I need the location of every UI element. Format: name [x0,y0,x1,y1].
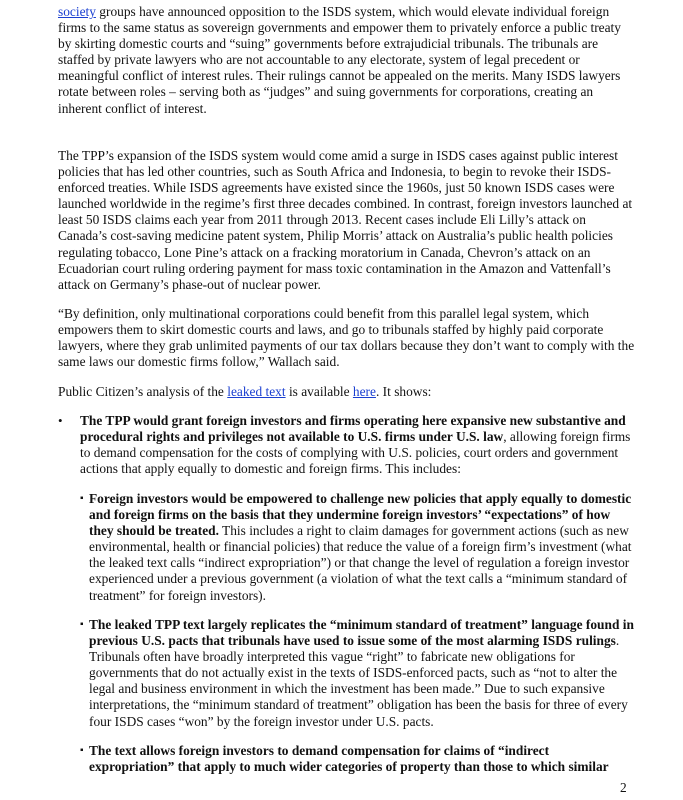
paragraph-text: “By definition, only multinational corporations could benefit from this parallel legal system, which empowers them to skirt domestic courts and laws, and go to tribunals staffed by highly paid corporate lawyers, where they grab unlimited payments of our tax dollars because they don’t want to comply with the same laws our domestic firms follow,” Wallach said. [58,306,635,370]
bullet-marker: • [58,413,63,428]
society-link[interactable]: society [58,4,96,19]
sub-bullet-marker: ▪ [80,493,84,504]
sub-bullet-marker: ▪ [80,619,84,630]
sub-bullet-marker: ▪ [80,745,84,756]
sub-bullet-bold-text: The leaked TPP text largely replicates the “minimum standard of treatment” language found in previous U.S. pacts that tribunals have used to issue some of the most alarming ISDS rulings [89,617,634,649]
bullet-item [58,413,636,477]
sub-bullet-bold-text: The text allows foreign investors to demand compensation for claims of “indirect expropriation” that apply to much wider categories of property than those to which similar [89,743,609,775]
page-number: 2 [620,780,627,795]
paragraph-text: is available [285,384,353,399]
sub-bullet-text: . Tribunals often have broadly interpreted this vague “right” to fabricate new obligations for governments that do not actually exist in the texts of ISDS-enforced pacts, such as “not to alter the legal and business environment in which the investment has been made.” Due to such expansive interpretations, the “minimum standard of treatment” obligation has been the basis for three of every four ISDS cases “won” by the foreign investor under U.S. pacts. [89,633,628,729]
paragraph-text: groups have announced opposition to the ISDS system, which would elevate individual foreign firms to the same status as sovereign governments and empower them to privately enforce a public treaty by skirting domestic courts and “suing” governments before extrajudicial tribunals. The tribunals are staffed by private lawyers who are not accountable to any electorate, system of legal precedent or meaningful conflict of interest rules. Their rulings cannot be appealed on the merits. Many ISDS lawyers rotate between roles – serving both as “judges” and suing governments for corporations, creating an inherent conflict of interest. [58,4,621,116]
bullet-text: , allowing foreign firms to demand compensation for the costs of complying with U.S. policies, court orders and government actions that apply equally to domestic and foreign firms. This includes: [80,429,631,477]
paragraph-isds-opposition [58,4,636,117]
sub-bullet-item [80,743,636,775]
paragraph-wallach-quote [58,306,636,370]
paragraph-analysis-intro [58,384,636,400]
paragraph-text: The TPP’s expansion of the ISDS system would come amid a surge in ISDS cases against public interest policies that has led other countries, such as South Africa and Indonesia, to begin to revoke their ISDS-enforced treaties. While ISDS agreements have existed since the 1960s, just 50 known ISDS cases were launched worldwide in the regime’s first three decades combined. In contrast, foreign investors launched at least 50 ISDS claims each year from 2011 through 2013. Recent cases include Eli Lilly’s attack on Canada’s cost-saving medicine patent system, Philip Morris’ attack on Australia’s public health policies regulating tobacco, Lone Pine’s attack on a fracking moratorium in Canada, Chevron’s attack on an Ecuadorian court ruling ordering payment for mass toxic contamination in the Amazon and Vattenfall’s attack on Germany’s phase-out of nuclear power. [58,148,633,292]
sub-bullet-item [80,491,636,604]
sub-bullet-bold-text: Foreign investors would be empowered to challenge new policies that apply equally to domestic and foreign firms on the basis that they undermine foreign investors’ “expectations” of how they should be treated. [89,491,632,539]
sub-bullet-text: This includes a right to claim damages for government actions (such as new environmental, health or financial policies) that reduce the value of a foreign firm’s investment (what the leaked text calls “indirect expropriation”) or that change the level of regulation a foreign investor experienced under a previous government (a violation of what the text calls a “minimum standard of treatment” for foreign investors). [89,523,632,603]
bullet-bold-text: The TPP would grant foreign investors and firms operating here expansive new substantive and procedural rights and privileges not available to U.S. firms under U.S. law [80,413,626,445]
paragraph-isds-expansion [58,148,636,293]
paragraph-text: Public Citizen’s analysis of the [58,384,228,399]
sub-bullet-item [80,617,636,730]
here-link[interactable]: here [352,384,376,399]
paragraph-text: . It shows: [375,384,432,399]
leaked-text-link[interactable]: leaked text [227,384,286,399]
